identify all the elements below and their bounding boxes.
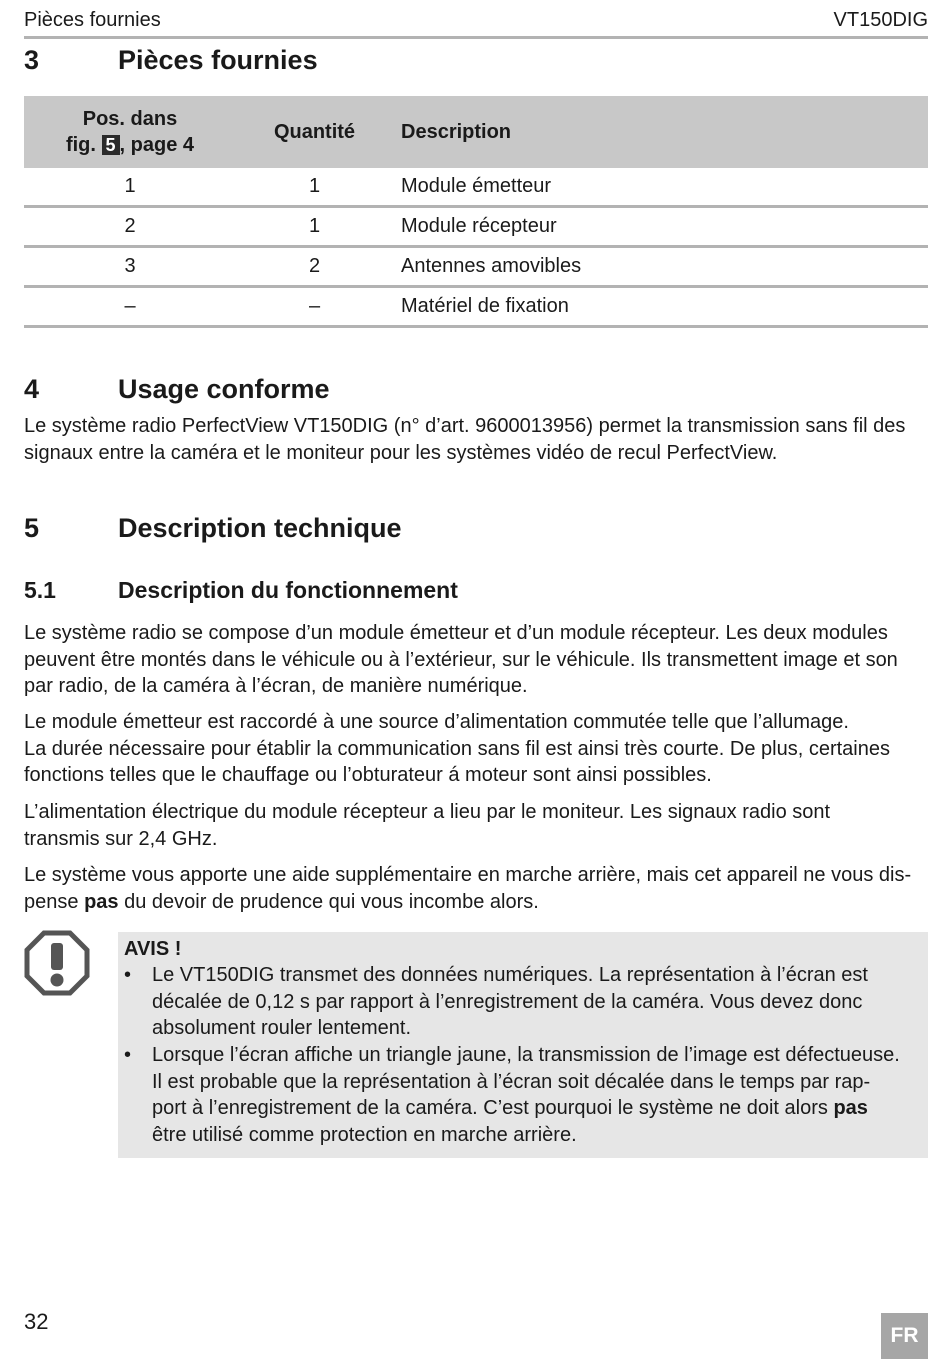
text-line: Le système radio PerfectView VT150DIG (n° d’art. 9600013956) permet la transmission sans fil des xyxy=(24,415,906,437)
bullet: • xyxy=(124,1044,132,1066)
table-row xyxy=(24,248,928,288)
header-quantity: Quantité xyxy=(273,120,356,143)
section-title: Description technique xyxy=(118,513,402,543)
text-line: peuvent être montés dans le véhicule ou à l’extérieur, sur le véhicule. Ils transmettent image et son xyxy=(24,648,898,671)
section-title: Pièces fournies xyxy=(118,45,318,75)
exclamation-octagon-icon xyxy=(24,930,90,996)
cell-position: 1 xyxy=(124,175,136,197)
notice-item xyxy=(118,1042,928,1148)
text-line: être utilisé comme protection en marche arrière. xyxy=(152,1123,577,1146)
emphasis-pas: pas xyxy=(833,1097,868,1119)
fig-prefix: fig. xyxy=(65,134,96,156)
text-line xyxy=(118,1095,928,1122)
header-position-line2 xyxy=(24,132,236,158)
table-row xyxy=(24,288,928,328)
section-title: Usage conforme xyxy=(118,374,330,404)
text-line: par radio, de la caméra à l’écran, de manière numérique. xyxy=(24,675,528,697)
text-line: Lorsque l’écran affiche un triangle jaune, la transmission de l’image est défectueuse. xyxy=(152,1044,900,1066)
text-line: fonctions telles que le chauffage ou l’obturateur á moteur sont ainsi possibles. xyxy=(24,764,712,786)
text-line: signaux entre la caméra et le moniteur pour les systèmes vidéo de recul PerfectView. xyxy=(24,441,778,464)
text-segment: pense xyxy=(24,890,85,913)
table-header xyxy=(24,96,928,168)
text-line: absolument rouler lentement. xyxy=(152,1017,412,1039)
header-rule xyxy=(24,36,928,39)
fig-suffix: , page 4 xyxy=(119,134,195,156)
language-badge: FR xyxy=(881,1313,928,1359)
text-segment: port à l’enregistrement de la caméra. C’est pourquoi le système ne doit alors xyxy=(152,1097,834,1119)
section-number: 4 xyxy=(24,374,40,404)
cell-position: – xyxy=(124,295,136,317)
text-line xyxy=(24,889,934,916)
text-line: Il est probable que la représentation à l’écran soit décalée dans le temps par rap- xyxy=(152,1070,871,1093)
cell-description: Antennes amovibles xyxy=(401,255,582,277)
running-header xyxy=(24,8,928,32)
text-line: transmis sur 2,4 GHz. xyxy=(24,827,218,850)
text-line: Le système vous apporte une aide supplémentaire en marche arrière, mais cet appareil ne vous dis- xyxy=(24,864,912,886)
text-line: Le module émetteur est raccordé à une source d’alimentation commutée telle que l’allumage. xyxy=(24,711,849,733)
paragraph-intended-use xyxy=(24,413,934,466)
cell-quantity: – xyxy=(308,295,321,317)
header-model: VT150DIG xyxy=(833,9,928,31)
cell-description: Module émetteur xyxy=(401,175,552,197)
cell-description: Matériel de fixation xyxy=(401,295,569,317)
figure-number-box: 5 xyxy=(102,135,120,155)
text-segment: du devoir de prudence qui vous incombe alors. xyxy=(118,890,539,913)
section-number: 5 xyxy=(24,513,40,543)
subsection-title: Description du fonctionnement xyxy=(118,577,458,603)
header-position xyxy=(24,106,236,158)
parts-table xyxy=(24,96,928,328)
cell-quantity: 1 xyxy=(308,215,321,237)
bullet: • xyxy=(124,964,132,986)
cell-quantity: 2 xyxy=(308,255,321,277)
paragraph-1 xyxy=(24,620,934,700)
text-line: La durée nécessaire pour établir la communication sans fil est ainsi très courte. De plus, certaines xyxy=(24,737,890,760)
paragraph-3 xyxy=(24,799,934,852)
cell-position: 3 xyxy=(124,255,136,277)
header-position-line1: Pos. dans xyxy=(82,108,178,130)
cell-quantity: 1 xyxy=(308,175,321,197)
header-section-title: Pièces fournies xyxy=(24,9,161,31)
notice-box xyxy=(118,932,928,1158)
table-row xyxy=(24,168,928,208)
page-number: 32 xyxy=(24,1309,49,1334)
text-line: Le VT150DIG transmet des données numériques. La représentation à l’écran est xyxy=(152,964,868,986)
paragraph-4 xyxy=(24,862,934,915)
subsection-number: 5.1 xyxy=(24,577,56,603)
cell-description: Module récepteur xyxy=(401,215,557,237)
emphasis-pas: pas xyxy=(84,890,119,913)
cell-position: 2 xyxy=(124,215,136,237)
header-description: Description xyxy=(401,120,512,143)
text-line: Le système radio se compose d’un module émetteur et d’un module récepteur. Les deux modules xyxy=(24,622,888,644)
section-number: 3 xyxy=(24,45,40,75)
notice-title: AVIS ! xyxy=(124,938,182,960)
text-line: décalée de 0,12 s par rapport à l’enregistrement de la caméra. Vous devez donc xyxy=(152,990,863,1013)
table-row xyxy=(24,208,928,248)
page xyxy=(24,0,928,1361)
notice-item xyxy=(118,962,928,1042)
paragraph-2 xyxy=(24,709,934,789)
text-line: L’alimentation électrique du module récepteur a lieu par le moniteur. Les signaux radio sont xyxy=(24,801,831,823)
